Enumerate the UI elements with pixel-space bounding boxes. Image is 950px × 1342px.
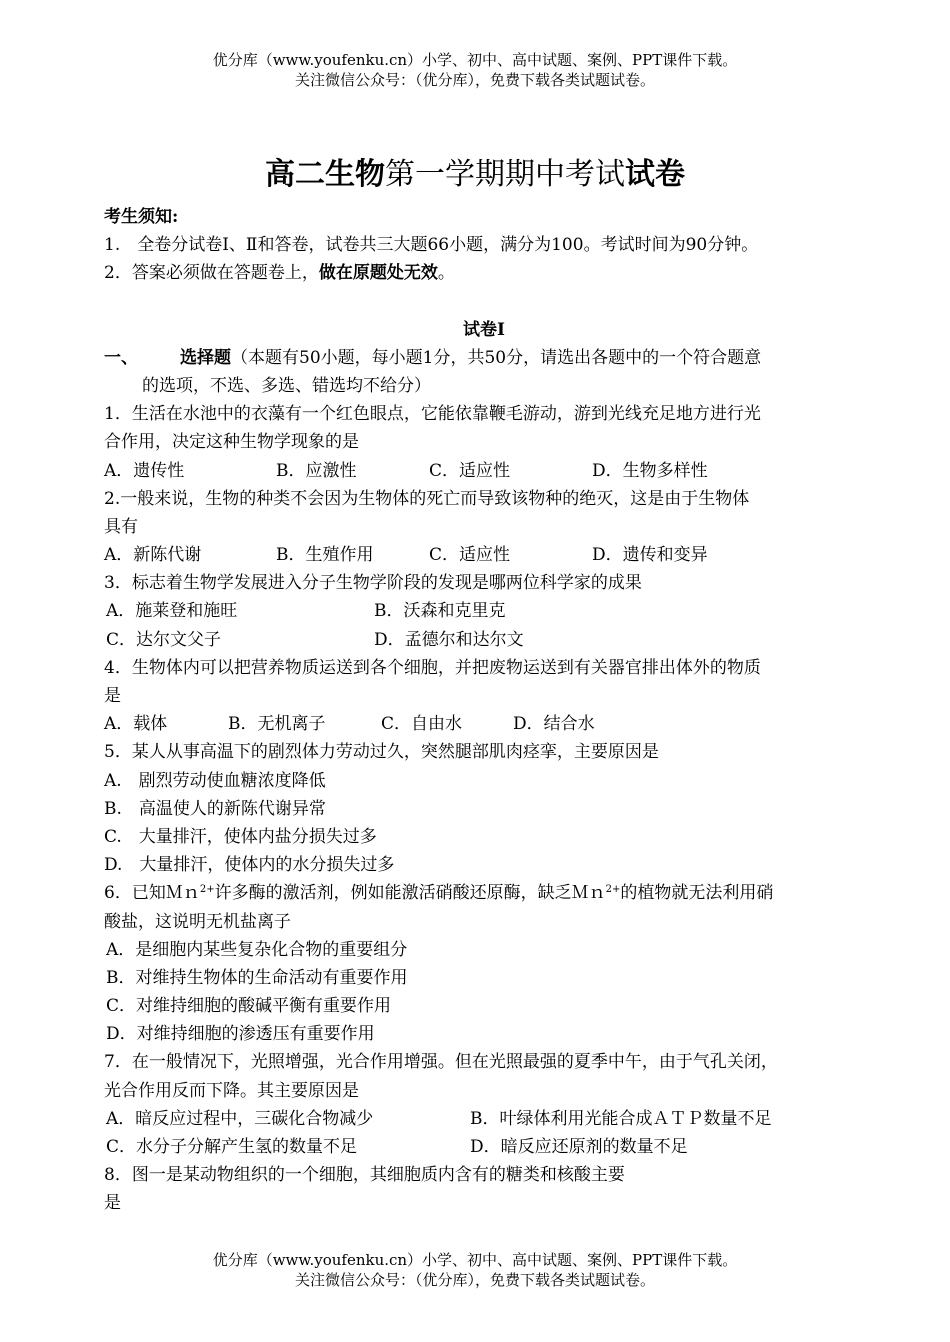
header-line-2: 关注微信公众号：（优分库），免费下载各类试题试卷。 bbox=[294, 71, 655, 89]
question-1-stem: 1．生活在水池中的衣藻有一个红色眼点，它能依靠鞭毛游动，游到光线充足地方进行光 bbox=[104, 404, 761, 425]
option-b: B．沃森和克里克 bbox=[374, 601, 506, 622]
question-7-stem: 7．在一般情况下，光照增强，光合作用增强。但在光照最强的夏季中午，由于气孔关闭， bbox=[104, 1052, 778, 1073]
option-d: D．生物多样性 bbox=[592, 460, 708, 481]
option-c: C．水分子分解产生氢的数量不足 bbox=[106, 1137, 358, 1157]
question-7-stem-2: 光合作用反而下降。其主要原因是 bbox=[104, 1080, 359, 1101]
page-header bbox=[0, 50, 950, 90]
option-b: B．无机离子 bbox=[228, 714, 326, 735]
option-a: A．遗传性 bbox=[104, 460, 185, 481]
option-a: A．是细胞内某些复杂化合物的重要组分 bbox=[106, 939, 408, 960]
part-number: 一、 bbox=[104, 347, 138, 368]
question-1-options bbox=[104, 457, 864, 485]
title-part-2: 第一学期期中考试 bbox=[385, 157, 625, 192]
option-d: D．遗传和变异 bbox=[592, 545, 708, 566]
question-5-stem: 5．某人从事高温下的剧烈体力劳动过久，突然腿部肌肉痉挛，主要原因是 bbox=[104, 742, 659, 763]
question-6-text-a: 6．已知Ｍｎ bbox=[104, 883, 200, 904]
part-description: （本题有50小题，每小题1分，共50分，请选出各题中的一个符合题意 bbox=[231, 347, 762, 368]
question-2-options bbox=[104, 541, 864, 569]
option-a: A．新陈代谢 bbox=[104, 545, 202, 566]
footer-line-2: 关注微信公众号：（优分库），免费下载各类试题试卷。 bbox=[294, 1271, 655, 1289]
option-d: D．结合水 bbox=[513, 714, 595, 735]
question-8-stem-2: 是 bbox=[104, 1193, 121, 1214]
question-6-text-c: 的植物就无法利用硝 bbox=[620, 883, 774, 904]
notice-item-1: 1. 全卷分试卷Ⅰ、Ⅱ和答卷，试卷共三大题66小题，满分为100。考试时间为90分钟。 bbox=[104, 235, 759, 256]
option-c: C. 大量排汗，使体内盐分损失过多 bbox=[104, 826, 377, 847]
option-a: A. 剧烈劳动使血糖浓度降低 bbox=[104, 770, 326, 791]
question-6-text-b: 许多酶的激活剂，例如能激活硝酸还原酶，缺乏Ｍｎ bbox=[214, 883, 606, 904]
superscript: 2+ bbox=[199, 884, 215, 896]
question-7-options-row-1 bbox=[104, 1105, 864, 1133]
question-7-options-row-2 bbox=[104, 1133, 864, 1161]
page-title bbox=[0, 155, 950, 195]
option-d: D．孟德尔和达尔文 bbox=[374, 629, 524, 650]
superscript: 2+ bbox=[605, 884, 621, 896]
option-d: D．暗反应还原剂的数量不足 bbox=[470, 1137, 688, 1157]
section-label: 试卷Ⅰ bbox=[463, 319, 505, 340]
option-c: C．达尔文父子 bbox=[106, 629, 222, 650]
option-b: B．应激性 bbox=[276, 460, 357, 481]
question-6-stem bbox=[104, 879, 864, 907]
title-part-3: 试卷 bbox=[625, 157, 685, 192]
option-c: C．适应性 bbox=[429, 545, 511, 566]
header-line-1: 优分库（www.youfenku.cn）小学、初中、高中试题、案例、PPT课件下载。 bbox=[212, 51, 738, 69]
question-2-stem: 2.一般来说，生物的种类不会因为生物体的死亡而导致该物种的绝灭，这是由于生物体 bbox=[104, 488, 750, 509]
question-4-stem: 4．生物体内可以把营养物质运送到各个细胞，并把废物运送到有关器官排出体外的物质 bbox=[104, 657, 761, 678]
question-6-stem-2: 酸盐，这说明无机盐离子 bbox=[104, 911, 291, 932]
question-2-stem-2: 具有 bbox=[104, 516, 138, 537]
notice-item-2-end: 。 bbox=[437, 263, 455, 284]
option-d: D．对维持细胞的渗透压有重要作用 bbox=[106, 1024, 375, 1045]
option-a: A．施莱登和施旺 bbox=[106, 601, 238, 622]
title-part-1: 高二生物 bbox=[265, 157, 385, 192]
question-3-stem: 3．标志着生物学发展进入分子生物学阶段的发现是哪两位科学家的成果 bbox=[104, 573, 642, 594]
question-3-options-row-1 bbox=[104, 597, 864, 625]
page-footer bbox=[0, 1250, 950, 1290]
notice-item-2 bbox=[104, 259, 864, 287]
option-c: C．适应性 bbox=[429, 460, 511, 481]
question-4-options bbox=[104, 710, 864, 738]
option-a: A．暗反应过程中，三碳化合物减少 bbox=[106, 1108, 374, 1129]
option-b: B．叶绿体利用光能合成ＡＴＰ数量不足 bbox=[470, 1108, 772, 1129]
notice-item-2-text: 2．答案必须做在答题卷上， bbox=[104, 263, 319, 284]
part-name: 选择题 bbox=[180, 347, 231, 368]
exam-body bbox=[104, 203, 864, 1218]
part-description-2: 的选项，不选、多选、错选均不给分） bbox=[142, 375, 431, 396]
question-8-stem: 8．图一是某动物组织的一个细胞，其细胞质内含有的糖类和核酸主要 bbox=[104, 1165, 625, 1186]
question-3-options-row-2 bbox=[104, 626, 864, 654]
option-b: B. 高温使人的新陈代谢异常 bbox=[104, 798, 326, 819]
option-a: A．载体 bbox=[104, 714, 168, 735]
option-c: C．对维持细胞的酸碱平衡有重要作用 bbox=[106, 996, 392, 1017]
question-4-stem-2: 是 bbox=[104, 686, 121, 706]
part-heading bbox=[104, 344, 864, 372]
notice-heading: 考生须知: bbox=[104, 207, 179, 227]
notice-item-2-emphasis: 做在原题处无效 bbox=[318, 263, 438, 284]
option-b: B．生殖作用 bbox=[276, 545, 374, 566]
option-b: B．对维持生物体的生命活动有重要作用 bbox=[106, 967, 408, 988]
option-d: D. 大量排汗，使体内的水分损失过多 bbox=[104, 855, 395, 876]
footer-line-1: 优分库（www.youfenku.cn）小学、初中、高中试题、案例、PPT课件下载。 bbox=[212, 1251, 738, 1269]
option-c: C．自由水 bbox=[381, 714, 463, 735]
question-1-stem-2: 合作用，决定这种生物学现象的是 bbox=[104, 432, 359, 453]
